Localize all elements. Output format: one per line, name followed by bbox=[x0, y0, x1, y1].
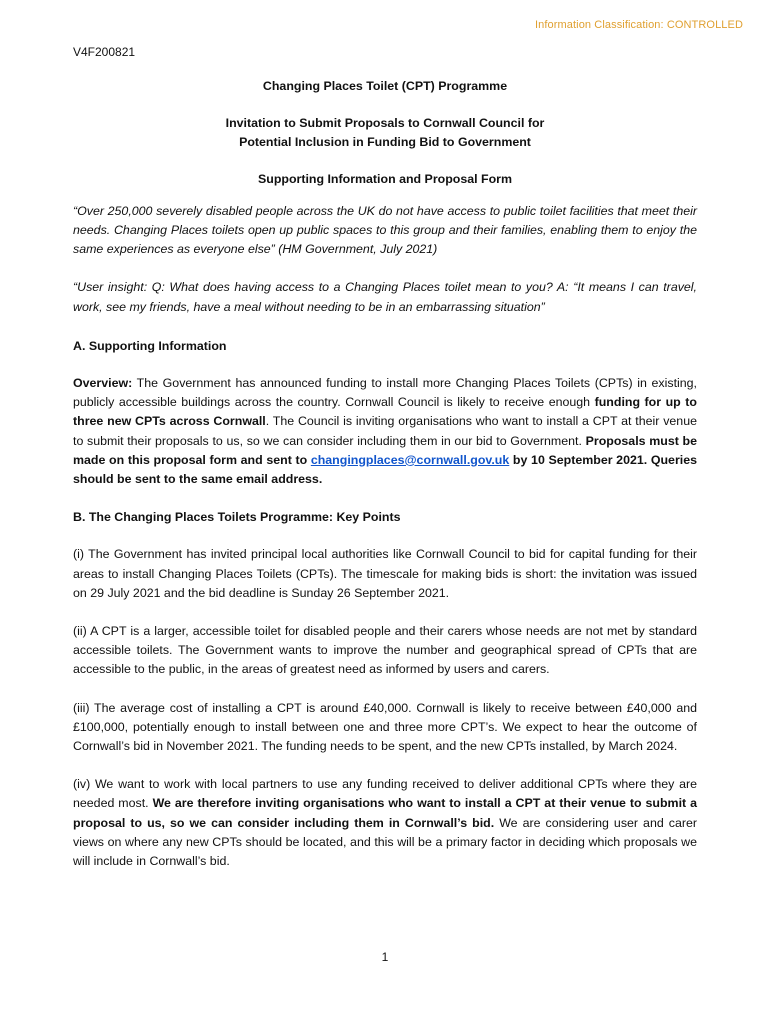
overview-text-1: The Government has announced funding to install more Changing Places Toilets (CPTs) in existing, publicly accessible buildings across the country. Cornwall Council is likely to receive enough bbox=[73, 376, 697, 410]
overview-paragraph bbox=[73, 374, 697, 489]
programme-title: Changing Places Toilet (CPT) Programme bbox=[262, 79, 508, 93]
invitation-title-line1: Invitation to Submit Proposals to Cornwall Council for bbox=[225, 116, 545, 131]
key-point-4-text-1: (iv) We want to work with local partners to use any funding received to deliver additional CPTs where they are needed most. bbox=[73, 777, 697, 811]
government-quote: “Over 250,000 severely disabled people across the UK do not have access to public toilet facilities that meet their needs. Changing Places toilets open up public spaces to this group and their families, enabling them to enjoy the same experiences as everyone else” (HM Government, July 2021) bbox=[73, 203, 697, 257]
section-b-heading: B. The Changing Places Toilets Programme: Key Points bbox=[73, 510, 401, 525]
invitation-title bbox=[73, 114, 697, 152]
key-point-3: (iii) The average cost of installing a CPT is around £40,000. Cornwall is likely to receive between £40,000 and £100,000, potentially enough to install between one and three more CPT’s. We expect to hear the outcome of Cornwall’s bid in November 2021. The funding needs to be spent, and the new CPTs installed, by March 2024. bbox=[73, 700, 697, 754]
key-point-4 bbox=[73, 775, 697, 871]
classification-label: Information Classification: CONTROLLED bbox=[535, 19, 743, 31]
overview-funding-highlight: funding for up to three new CPTs across Cornwall bbox=[73, 395, 697, 429]
document-body bbox=[73, 77, 697, 890]
key-point-4-highlight: We are therefore inviting organisations who want to install a CPT at their venue to submit a proposal to us, so we can consider including them in Cornwall’s bid. bbox=[73, 796, 697, 830]
supporting-title: Supporting Information and Proposal Form bbox=[257, 171, 512, 186]
page-number: 1 bbox=[381, 950, 389, 964]
invitation-title-line2: Potential Inclusion in Funding Bid to Government bbox=[239, 135, 531, 150]
overview-text-2: . The Council is inviting organisations who want to install a CPT at their venue to submit their proposals to us, so we can consider including them in our bid to Government. bbox=[73, 414, 697, 448]
overview-proposal-instruction: Proposals must be made on this proposal form and sent to bbox=[73, 433, 697, 467]
email-link[interactable]: changingplaces@cornwall.gov.uk bbox=[310, 452, 510, 467]
key-point-2: (ii) A CPT is a larger, accessible toilet for disabled people and their carers whose needs are not met by standard accessible toilets. The Government wants to improve the number and geographical spread of CPTs that are accessible to the public, in the areas of greatest need as informed by users and carers. bbox=[73, 624, 697, 677]
overview-label: Overview: bbox=[73, 376, 133, 391]
key-point-1: (i) The Government has invited principal local authorities like Cornwall Council to bid for capital funding for their areas to install Changing Places Toilets (CPTs). The timescale for making bids is short: the invitation was issued on 29 July 2021 and the bid deadline is Sunday 26 September 2021. bbox=[73, 547, 697, 600]
key-point-4-text-2: We are considering user and carer views on where any new CPTs should be located, and this will be a primary factor in deciding which proposals we will include in Cornwall’s bid. bbox=[73, 815, 697, 869]
document-reference: V4F200821 bbox=[73, 45, 136, 59]
user-insight-quote: “User insight: Q: What does having access to a Changing Places toilet mean to you? A: “It means I can travel, work, see my friends, have a meal without needing to be in an embarrassing situation” bbox=[73, 280, 697, 314]
section-a-heading: A. Supporting Information bbox=[73, 338, 227, 353]
overview-deadline: by 10 September 2021. Queries should be sent to the same email address. bbox=[73, 452, 697, 487]
